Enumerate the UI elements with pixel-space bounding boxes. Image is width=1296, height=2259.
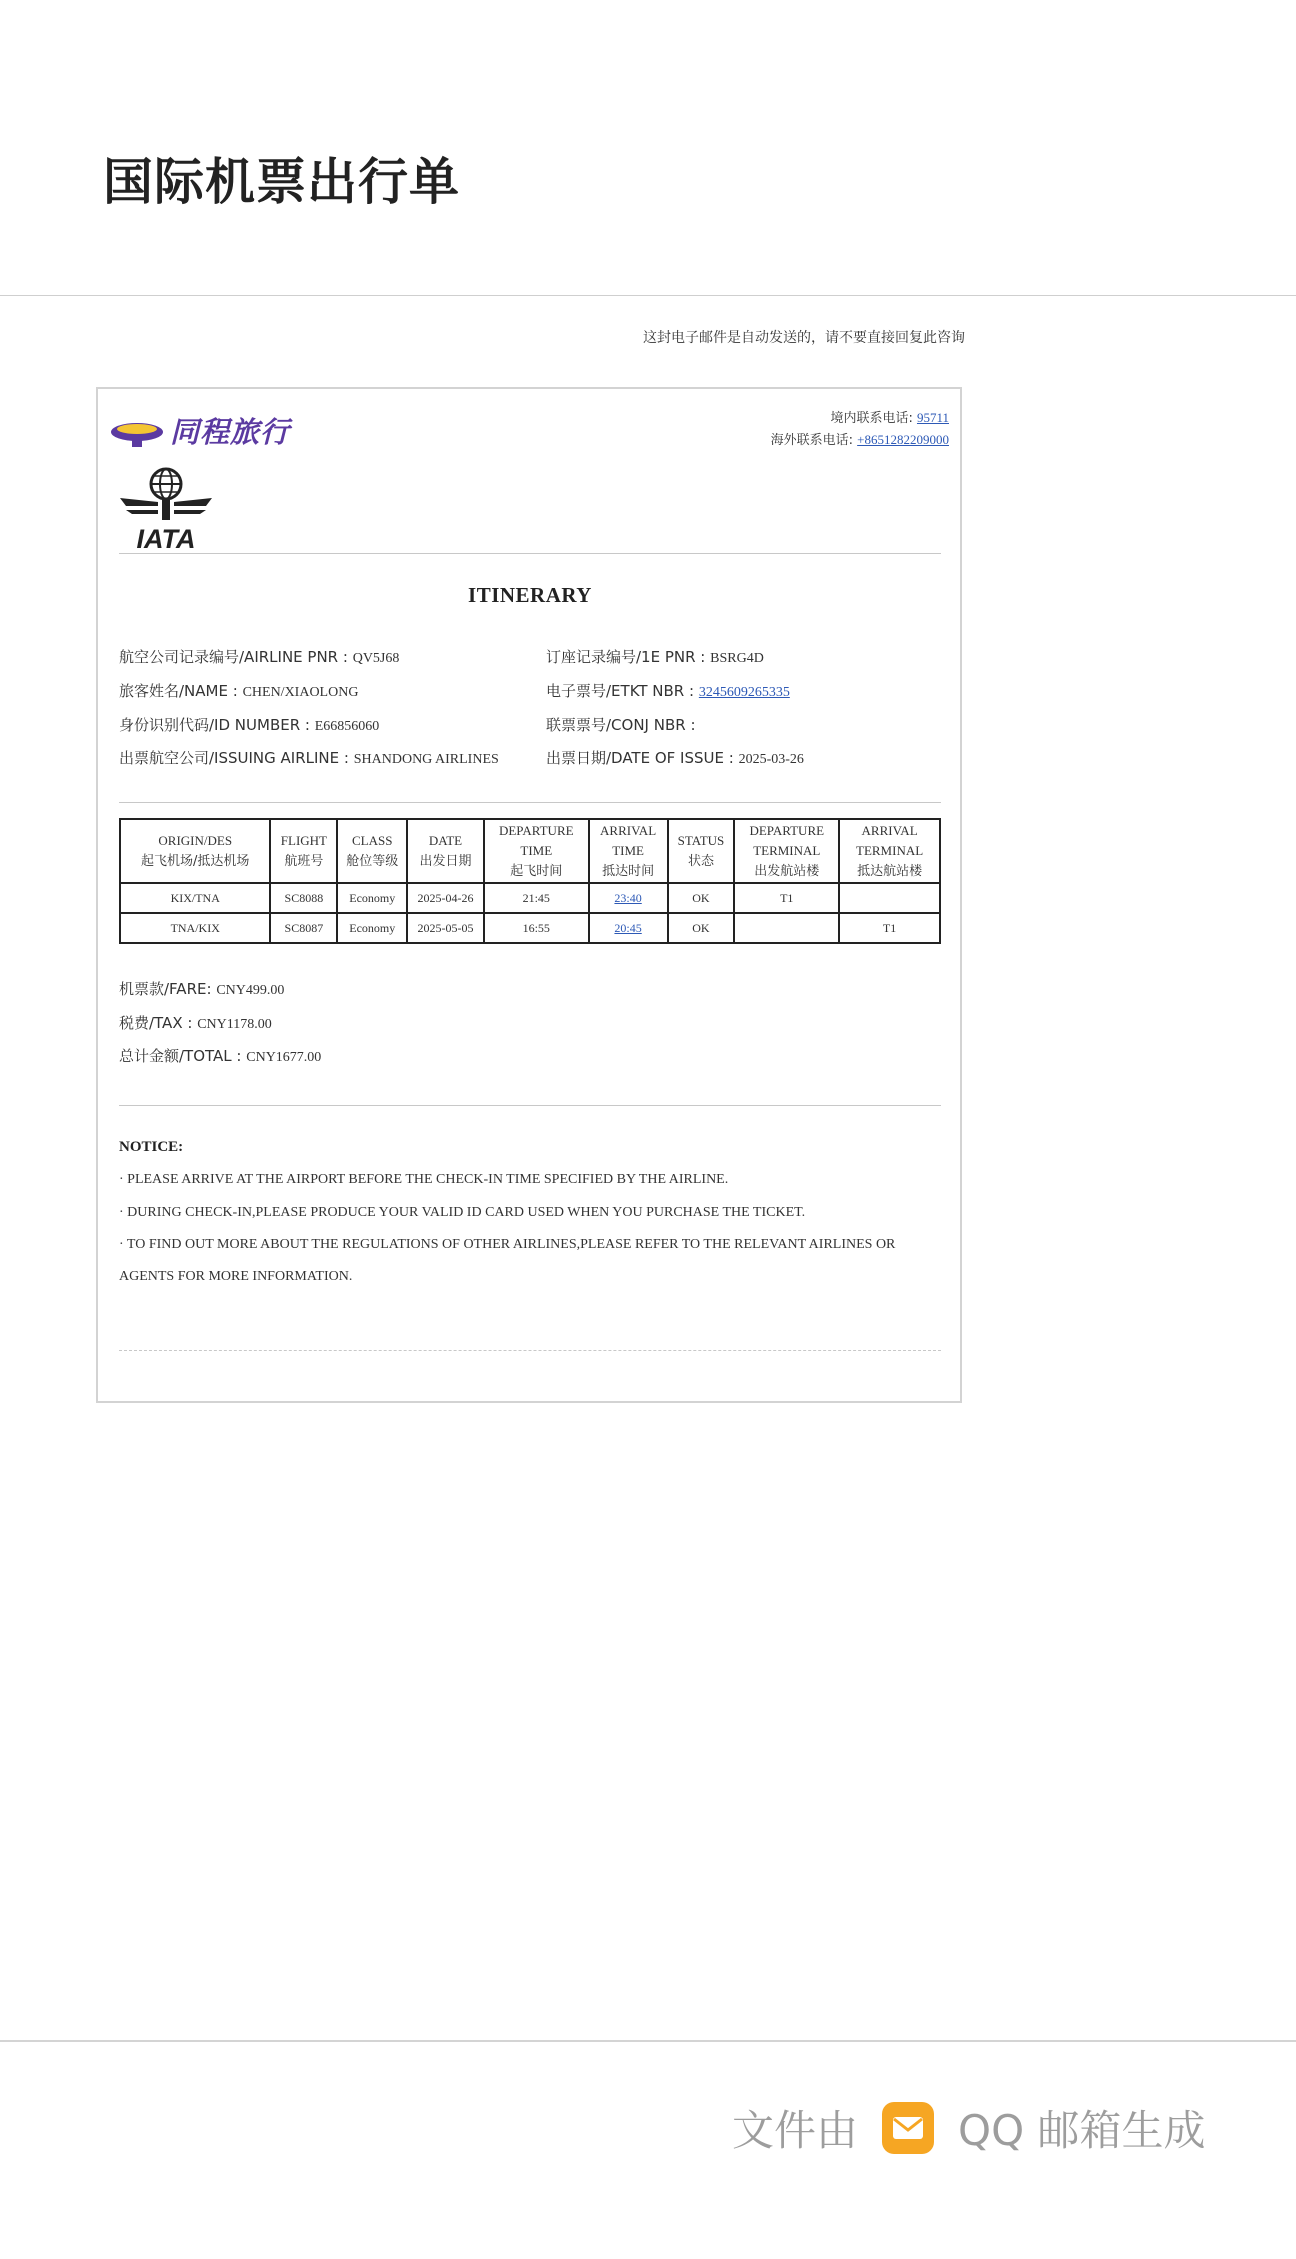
divider <box>119 802 941 803</box>
status-cell: OK <box>668 883 735 913</box>
footer-prefix: 文件由 <box>732 2106 859 2155</box>
table-header-row <box>120 819 940 883</box>
notice-line: · DURING CHECK-IN,PLEASE PRODUCE YOUR VALID ID CARD USED WHEN YOU PURCHASE THE TICKET. <box>119 1205 806 1220</box>
arrival-time-cell <box>589 883 668 913</box>
airline-pnr-label: 航空公司记录编号/AIRLINE PNR : <box>119 648 348 666</box>
mail-icon <box>882 2102 934 2154</box>
total-label: 总计金额/TOTAL : <box>119 1047 242 1065</box>
column-header: STATUS 状态 <box>668 819 735 883</box>
arrival-time-cell <box>589 913 668 943</box>
id-number-label: 身份识别代码/ID NUMBER : <box>119 716 310 734</box>
issuing-airline-row <box>119 747 499 768</box>
etkt-label: 电子票号/ETKT NBR : <box>546 682 695 700</box>
column-header: ARRIVAL TIME 抵达时间 <box>589 819 668 883</box>
airline-pnr-row <box>119 646 399 667</box>
departure-time-cell: 21:45 <box>484 883 589 913</box>
table-row <box>120 883 940 913</box>
passenger-name-value: CHEN/XIAOLONG <box>242 685 359 700</box>
passenger-name-label: 旅客姓名/NAME : <box>119 682 238 700</box>
flight-table <box>119 818 941 944</box>
divider <box>119 553 941 554</box>
id-number-row <box>119 714 379 735</box>
itinerary-title: ITINERARY <box>468 583 592 607</box>
departure-terminal-cell <box>734 913 839 943</box>
column-header: ARRIVAL TERMINAL 抵达航站楼 <box>839 819 940 883</box>
footer-suffix: QQ 邮箱生成 <box>958 2106 1206 2155</box>
overseas-contact <box>771 429 949 448</box>
divider <box>119 1105 941 1106</box>
date-cell: 2025-04-26 <box>407 883 484 913</box>
domestic-phone-link[interactable]: 95711 <box>916 410 949 425</box>
fare-value: CNY499.00 <box>216 983 285 998</box>
iata-label: IATA <box>136 524 196 552</box>
passenger-name-row <box>119 680 358 701</box>
fare-label: 机票款/FARE: <box>119 980 212 998</box>
etkt-link[interactable]: 3245609265335 <box>698 685 790 700</box>
route-cell: TNA/KIX <box>120 913 270 943</box>
issue-date-value: 2025-03-26 <box>738 752 804 767</box>
notice-title: NOTICE: <box>119 1139 184 1155</box>
tax-value: CNY1178.00 <box>197 1017 272 1032</box>
arrival-terminal-cell: T1 <box>839 913 940 943</box>
ie-pnr-label: 订座记录编号/1E PNR : <box>546 648 706 666</box>
iata-logo-icon <box>118 466 214 552</box>
arrival-terminal-cell <box>839 883 940 913</box>
etkt-row <box>546 680 790 701</box>
departure-time-cell: 16:55 <box>484 913 589 943</box>
date-cell: 2025-05-05 <box>407 913 484 943</box>
flight-cell: SC8087 <box>270 913 337 943</box>
domestic-contact <box>830 407 949 426</box>
column-header: ORIGIN/DES 起飞机场/抵达机场 <box>120 819 270 883</box>
table-row <box>120 913 940 943</box>
column-header: DEPARTURE TIME 起飞时间 <box>484 819 589 883</box>
column-header: DEPARTURE TERMINAL 出发航站楼 <box>734 819 839 883</box>
tax-label: 税费/TAX : <box>119 1014 193 1032</box>
ie-pnr-row <box>546 646 764 667</box>
conj-label: 联票票号/CONJ NBR : <box>546 716 696 734</box>
total-row <box>119 1045 321 1066</box>
column-header: DATE 出发日期 <box>407 819 484 883</box>
column-header: FLIGHT 航班号 <box>270 819 337 883</box>
issuing-airline-value: SHANDONG AIRLINES <box>353 752 499 767</box>
fare-row <box>119 978 284 999</box>
issue-date-row <box>546 747 804 768</box>
issuing-airline-label: 出票航空公司/ISSUING AIRLINE : <box>119 749 349 767</box>
divider <box>0 295 1296 296</box>
auto-send-note: 这封电子邮件是自动发送的，请不要直接回复此咨询 <box>643 330 965 346</box>
page-title: 国际机票出行单 <box>103 153 460 211</box>
id-number-value: E66856060 <box>314 719 380 734</box>
class-cell: Economy <box>337 913 407 943</box>
departure-terminal-cell: T1 <box>734 883 839 913</box>
column-header: CLASS 舱位等级 <box>337 819 407 883</box>
class-cell: Economy <box>337 883 407 913</box>
domestic-contact-label: 境内联系电话: <box>830 411 913 426</box>
ie-pnr-value: BSRG4D <box>710 651 764 666</box>
dashed-divider <box>119 1350 941 1351</box>
qq-mail-footer <box>732 2098 1205 2158</box>
brand-name: 同程旅行 <box>170 415 291 449</box>
flight-cell: SC8088 <box>270 883 337 913</box>
route-cell: KIX/TNA <box>120 883 270 913</box>
airline-pnr-value: QV5J68 <box>352 651 400 666</box>
conj-row <box>546 714 696 735</box>
notice-line: · PLEASE ARRIVE AT THE AIRPORT BEFORE THE CHECK-IN TIME SPECIFIED BY THE AIRLINE. <box>119 1172 729 1187</box>
issue-date-label: 出票日期/DATE OF ISSUE : <box>546 749 734 767</box>
arrival-time-link[interactable]: 20:45 <box>614 920 642 935</box>
total-value: CNY1677.00 <box>246 1050 322 1065</box>
overseas-contact-label: 海外联系电话: <box>770 433 854 448</box>
notice-line: AGENTS FOR MORE INFORMATION. <box>119 1269 353 1284</box>
notice-line: · TO FIND OUT MORE ABOUT THE REGULATIONS OF OTHER AIRLINES,PLEASE REFER TO THE RELEVANT AIRLINES OR <box>119 1237 896 1252</box>
arrival-time-link[interactable]: 23:40 <box>614 890 642 905</box>
status-cell: OK <box>668 913 735 943</box>
divider <box>0 2040 1296 2042</box>
overseas-phone-link[interactable]: +8651282209000 <box>857 432 949 447</box>
tax-row <box>119 1012 272 1033</box>
